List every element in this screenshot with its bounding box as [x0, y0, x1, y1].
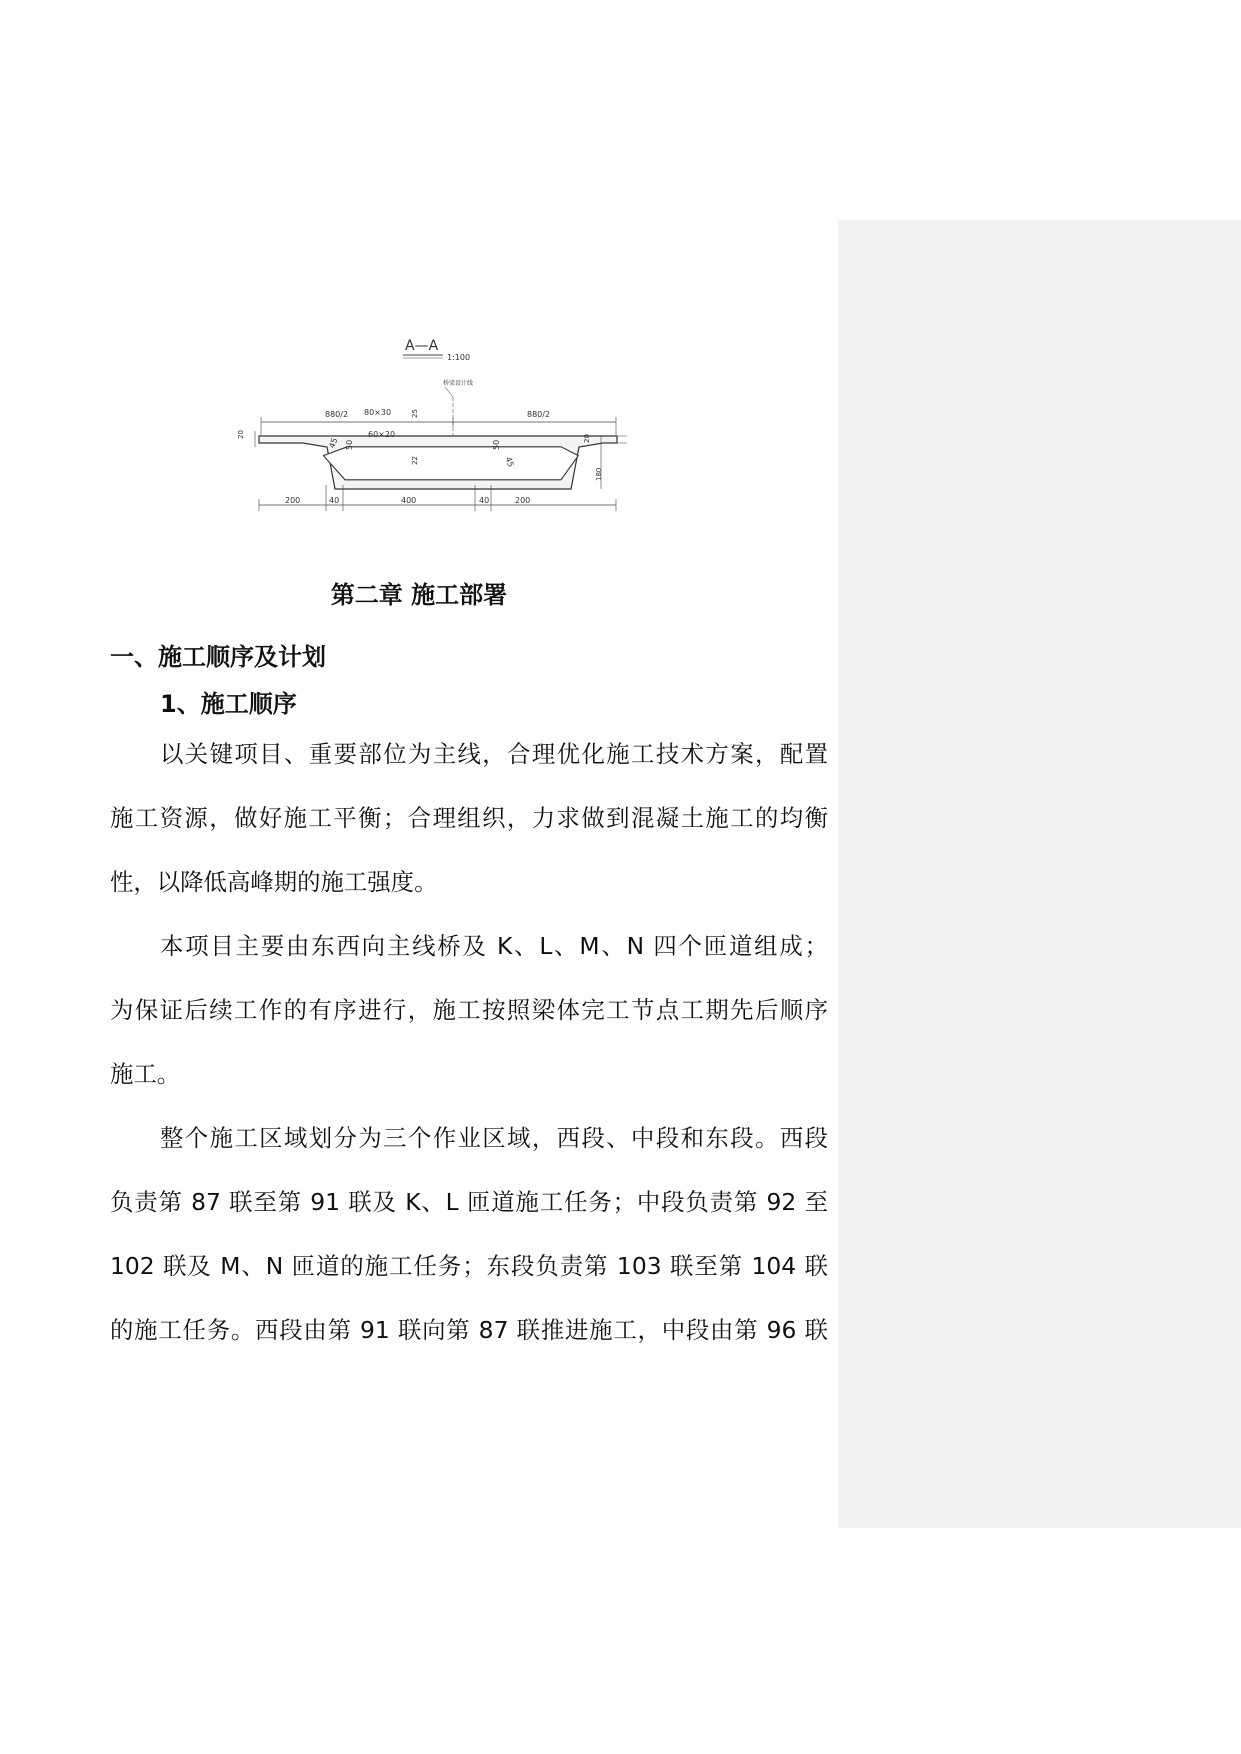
paragraph-line: 为保证后续工作的有序进行，施工按照梁体完工节点工期先后顺序	[110, 996, 828, 1024]
subsection-title: 1、施工顺序	[160, 690, 297, 718]
dim-bottom-2: 400	[401, 496, 417, 505]
dim-slab-right: 20	[583, 434, 591, 443]
paragraph-line: 性，以降低高峰期的施工强度。	[110, 868, 438, 896]
dim-top-left: 880/2	[325, 410, 349, 419]
girder-inner-cell	[323, 447, 578, 480]
dim-center-bottom: 22	[411, 456, 419, 465]
section-label: A—A	[405, 338, 439, 354]
chapter-title: 第二章 施工部署	[330, 581, 508, 609]
paragraph-line: 负责第 87 联至第 91 联及 K、L 匝道施工任务；中段负责第 92 至	[110, 1188, 828, 1216]
paragraph-line: 整个施工区域划分为三个作业区域，西段、中段和东段。西段	[160, 1124, 828, 1152]
cell-lower-label: 60×20	[368, 430, 396, 439]
dim-bottom-1: 40	[329, 496, 340, 505]
paragraph-line: 施工资源，做好施工平衡；合理组织，力求做到混凝土施工的均衡	[110, 804, 828, 832]
dim-web-right: 45	[503, 455, 516, 469]
paragraph-line: 本项目主要由东西向主线桥及 K、L、M、N 四个匝道组成；	[160, 932, 828, 960]
dim-bottom-3: 40	[479, 496, 490, 505]
box-girder-section-drawing	[237, 335, 685, 535]
section-drawing-svg	[237, 335, 685, 535]
design-line-label: 桥梁设计线	[443, 380, 474, 387]
dim-web-left: 45	[327, 436, 340, 450]
section-title: 一、施工顺序及计划	[110, 643, 326, 671]
scale-label: 1:100	[447, 353, 471, 362]
cell-upper-label: 80×30	[364, 408, 392, 417]
dim-haunch-right: 50	[492, 439, 501, 450]
paragraph-line: 施工。	[110, 1060, 181, 1088]
comment-pane	[838, 220, 1241, 1528]
paragraph-3	[110, 1106, 828, 1362]
paragraph-line: 以关键项目、重要部位为主线，合理优化施工技术方案，配置	[160, 740, 828, 768]
paragraph-line: 的施工任务。西段由第 91 联向第 87 联推进施工，中段由第 96 联	[110, 1316, 828, 1344]
dim-bottom-4: 200	[515, 496, 531, 505]
paragraph-line: 102 联及 M、N 匝道的施工任务；东段负责第 103 联至第 104 联	[110, 1252, 828, 1280]
paragraph-2	[110, 914, 828, 1106]
dim-height-right: 180	[595, 467, 603, 481]
dim-center-top: 25	[411, 409, 419, 418]
paragraph-1	[110, 722, 828, 914]
dim-slab-left: 20	[237, 430, 245, 439]
dim-haunch-left: 50	[345, 439, 354, 450]
dim-bottom-0: 200	[285, 496, 301, 505]
dim-top-right: 880/2	[527, 410, 551, 419]
